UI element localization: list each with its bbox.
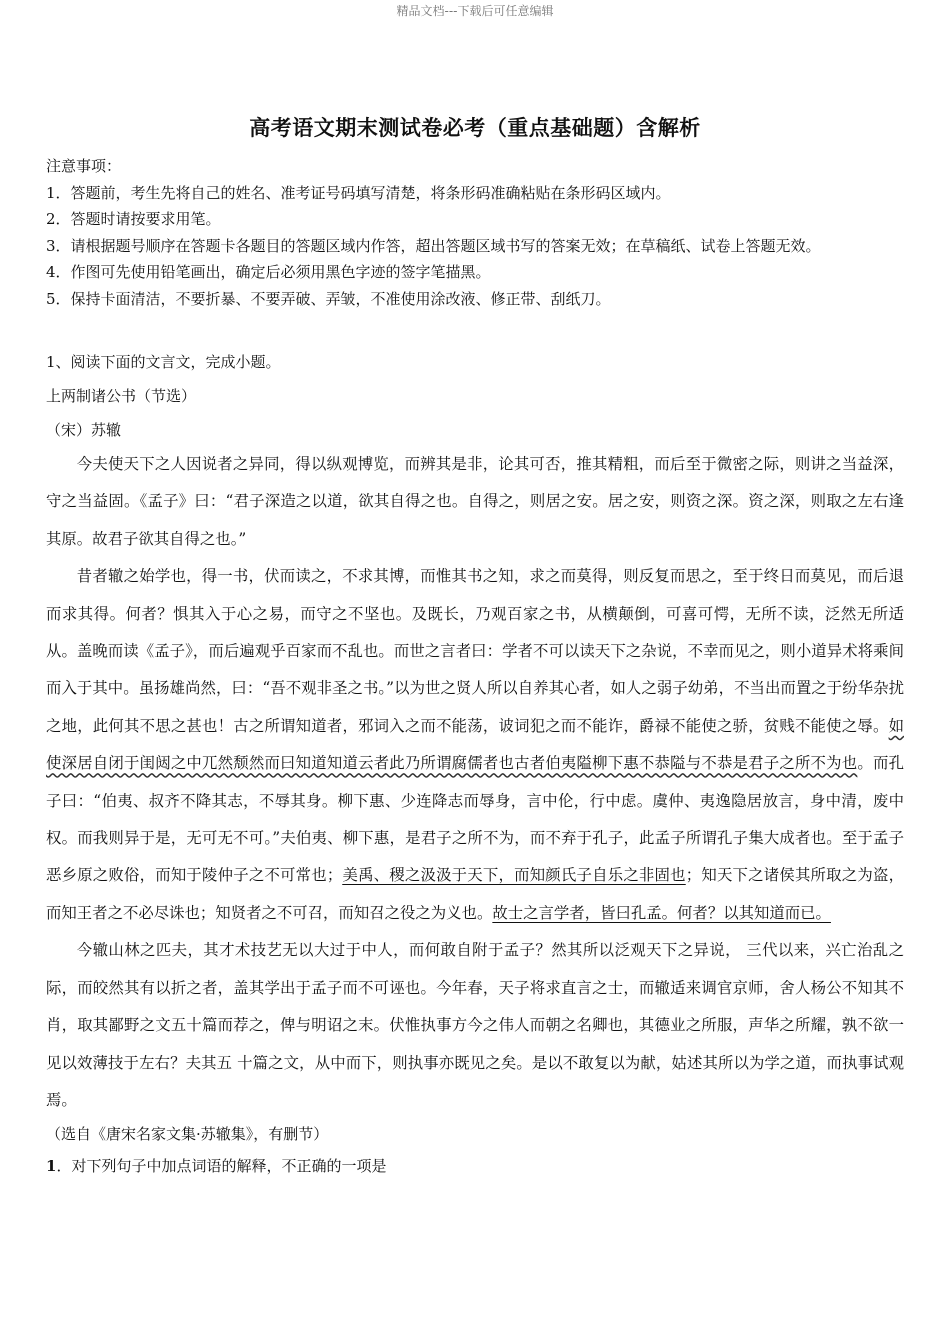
underlined-sentence: 故士之言学者，皆曰孔孟。何者？以其知道而已。 bbox=[492, 903, 831, 922]
page-header-note: 精品文档---下载后可任意编辑 bbox=[396, 4, 554, 18]
article-title: 上两制诸公书（节选） bbox=[46, 387, 197, 405]
notice-item: 4．作图可先使用铅笔画出，确定后必须用黑色字迹的签字笔描黑。 bbox=[46, 263, 491, 282]
paragraph-text: 。而孔子曰：“伯夷、叔齐不降其志，不辱其身。柳下惠、少连降志而辱身，言中伦，行中虑。虞仲、夷逸隐居放言，身中清，废中权。而我则异于是，无可无不可。”夫伯夷、柳下惠，是君子之所不为，而不弃于孔子，此孟子所谓孔子集大成者也。至于孟子恶乡原之败俗，而知于陵仲子之不可常也； bbox=[46, 754, 904, 885]
article-paragraph-1: 今夫使天下之人因说者之异同，得以纵观博览，而辨其是非，论其可否，推其精粗，而后至于微密之际，则讲之当益深，守之当益固。《孟子》曰：“君子深造之以道，欲其自得之也。自得之，则居之安。居之安，则资之深。资之深，则取之左右逢其原。故君子欲其自得之也。” bbox=[46, 455, 904, 548]
wavy-underlined-sentence: 如使深居自闭于闺闼之中兀然颓然而曰知道知道云者此乃所谓腐儒者也古者伯夷隘柳下惠不恭隘与不恭是君子之所不为也 bbox=[46, 716, 904, 773]
question-section bbox=[46, 350, 904, 1179]
notice-item: 5．保持卡面清洁，不要折暴、不要弄破、弄皱，不准使用涂改液、修正带、刮纸刀。 bbox=[46, 289, 611, 308]
notice-item: 2．答题时请按要求用笔。 bbox=[46, 210, 221, 229]
article-paragraph-3: 今辙山林之匹夫，其才术技艺无以大过于中人，而何敢自附于孟子？然其所以泛观天下之异说， 三代以来，兴亡治乱之际，而皎然其有以折之者，盖其学出于孟子而不可诬也。今年春，天子将求直言之士，而辙适来调官京师，舍人杨公不知其不肖，取其鄙野之文五十篇而荐之，俾与明诏之末。伏惟执事方今之伟人而朝之名卿也，其德业之所服，声华之所耀，孰不欲一见以效薄技于左右？夫其五 十篇之文，从中而下，则执事亦既见之矣。是以不敢复以为献，姑述其所以为学之道，而执事试观焉。 bbox=[46, 941, 904, 1109]
underlined-sentence: 美禹、稷之汲汲于天下，而知颜氏子自乐之非固也 bbox=[342, 866, 686, 885]
sub-question-text: ．对下列句子中加点词语的解释，不正确的一项是 bbox=[56, 1157, 387, 1176]
article-paragraph-2 bbox=[46, 558, 904, 932]
sub-question bbox=[46, 1153, 904, 1179]
paragraph-text: 昔者辙之始学也，得一书，伏而读之，不求其博，而惟其书之知，求之而莫得，则反复而思之，至于终日而莫见，而后退而求其得。何者？惧其入于心之易，而守之不坚也。及既长，乃观百家之书，从横颠倒，可喜可愕，无所不读，泛然无所适从。盖晚而读《孟子》，而后遍观乎百家而不乱也。而世之言者曰：学者不可以读天下之杂说，不幸而见之，则小道异术将乘间而入于其中。虽扬雄尚然，曰：“吾不观非圣之书。”以为世之贤人所以自养其心者，如人之弱子幼弟，不当出而置之于纷华杂扰之地，此何其不思之甚也！古之所谓知道者，邪词入之而不能荡，诐词犯之而不能诈，爵禄不能使之骄，贫贱不能使之辱。 bbox=[46, 567, 904, 735]
article-author: （宋）苏辙 bbox=[46, 421, 122, 439]
notice-section bbox=[46, 153, 916, 313]
page-title: 高考语文期末测试卷必考（重点基础题）含解析 bbox=[249, 116, 701, 140]
article-source: （选自《唐宋名家文集·苏辙集》，有删节） bbox=[46, 1125, 329, 1144]
question-intro: 1、阅读下面的文言文，完成小题。 bbox=[46, 353, 281, 371]
notice-item: 3．请根据题号顺序在答题卡各题目的答题区域内作答，超出答题区域书写的答案无效；在草稿纸、试卷上答题无效。 bbox=[46, 236, 821, 255]
sub-question-number: 1 bbox=[46, 1157, 57, 1176]
notice-item: 1．答题前，考生先将自己的姓名、准考证号码填写清楚，将条形码准确粘贴在条形码区域内。 bbox=[46, 183, 671, 202]
paragraph-text: ；知天下之诸侯其所取之为盗，而知王者之不必尽诛也；知贤者之不可召，而知召之役之为义也。 bbox=[46, 866, 904, 922]
notice-heading: 注意事项： bbox=[46, 157, 122, 175]
